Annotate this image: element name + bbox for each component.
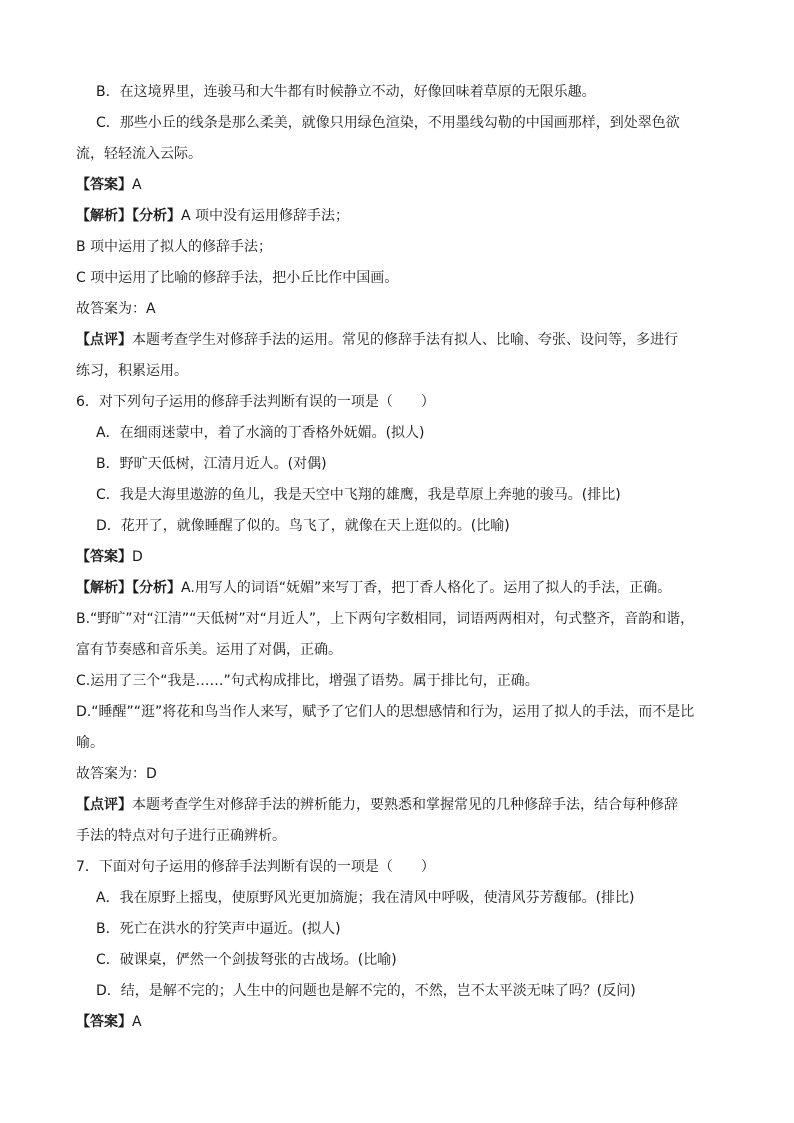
option-a-q7: A．我在原野上摇曳，使原野风光更加旖旎；我在清风中呼吸，使清风芬芳馥郁。(排比) [96,890,635,906]
comment-text: 本题考查学生对修辞手法的辨析能力，要熟悉和掌握常见的几种修辞手法，结合每种修辞 [132,797,678,813]
option-a-q6: A．在细雨迷蒙中，着了水滴的丁香格外妩媚。(拟人) [96,425,425,441]
option-c-q7: C．破课桌，俨然一个剑拔弩张的古战场。(比喻) [96,952,397,968]
comment-text: 本题考查学生对修辞手法的运用。常见的修辞手法有拟人、比喻、夸张、设问等，多进行 [132,332,678,348]
breakdown-label: 【分析】 [132,580,181,596]
analysis-q6-line6: 喻。 [76,735,104,751]
answer-value: A [132,1014,142,1030]
answer-value: D [132,549,143,565]
analysis-q6 [76,578,724,598]
breakdown-label: 【分析】 [132,208,181,224]
analysis-q6-line5: D.“睡醒”“逛”将花和鸟当作人来写，赋予了它们人的思想感情和行为，运用了拟人的手法，而不是比 [76,704,695,720]
option-b-q6: B．野旷天低树，江清月近人。(对偶) [96,456,327,472]
analysis-label: 【解析】 [76,208,132,224]
comment-q5-continued: 练习，积累运用。 [76,363,188,379]
analysis-q6-line4: C.运用了三个“我是……”句式构成排比，增强了语势。属于排比句，正确。 [76,673,539,689]
comment-q6-continued: 手法的特点对句子进行正确辨析。 [76,828,286,844]
option-b-q5: B．在这境界里，连骏马和大牛都有时候静立不动，好像回味着草原的无限乐趣。 [96,84,596,100]
answer-label: 【答案】 [76,549,132,565]
analysis-q6-line3: 富有节奏感和音乐美。运用了对偶，正确。 [76,642,342,658]
comment-label: 【点评】 [76,797,132,813]
option-b-q7: B．死亡在洪水的狞笑声中逼近。(拟人) [96,921,341,937]
answer-value: A [132,177,142,193]
answer-q5 [76,175,724,195]
option-d-q6: D．花开了，就像睡醒了似的。鸟飞了，就像在天上逛似的。(比喻) [96,518,510,534]
comment-q5 [76,330,724,350]
question-7: 7．下面对句子运用的修辞手法判断有误的一项是（ ） [76,859,435,875]
final-answer-q5: 故答案为：A [76,301,156,317]
analysis-label: 【解析】 [76,580,132,596]
comment-label: 【点评】 [76,332,132,348]
option-c-q5-continued: 流，轻轻流入云际。 [76,146,202,162]
answer-q6 [76,547,724,567]
option-c-q5: C．那些小丘的线条是那么柔美，就像只用绿色渲染，不用墨线勾勒的中国画那样，到处翠色欲 [96,115,680,131]
analysis-q6-line2: B.“野旷”对“江清”“天低树”对“月近人”，上下两句字数相同，词语两两相对，句式整齐，音韵和谐， [76,611,695,627]
option-c-q6: C．我是大海里遨游的鱼儿，我是天空中飞翔的雄鹰，我是草原上奔驰的骏马。(排比) [96,487,621,503]
analysis-q5-line2: B 项中运用了拟人的修辞手法； [76,239,273,255]
analysis-text: A 项中没有运用修辞手法； [181,208,350,224]
final-answer-q6: 故答案为：D [76,766,157,782]
question-6: 6．对下列句子运用的修辞手法判断有误的一项是（ ） [76,394,435,410]
answer-label: 【答案】 [76,1014,132,1030]
analysis-q5-line3: C 项中运用了比喻的修辞手法，把小丘比作中国画。 [76,270,399,286]
analysis-text: A.用写人的词语“妩媚”来写丁香，把丁香人格化了。运用了拟人的手法，正确。 [181,580,672,596]
answer-label: 【答案】 [76,177,132,193]
analysis-q5 [76,206,724,226]
option-d-q7: D．结，是解不完的；人生中的问题也是解不完的，不然，岂不太平淡无味了吗？(反问) [96,983,636,999]
answer-q7 [76,1012,724,1032]
comment-q6 [76,795,724,815]
